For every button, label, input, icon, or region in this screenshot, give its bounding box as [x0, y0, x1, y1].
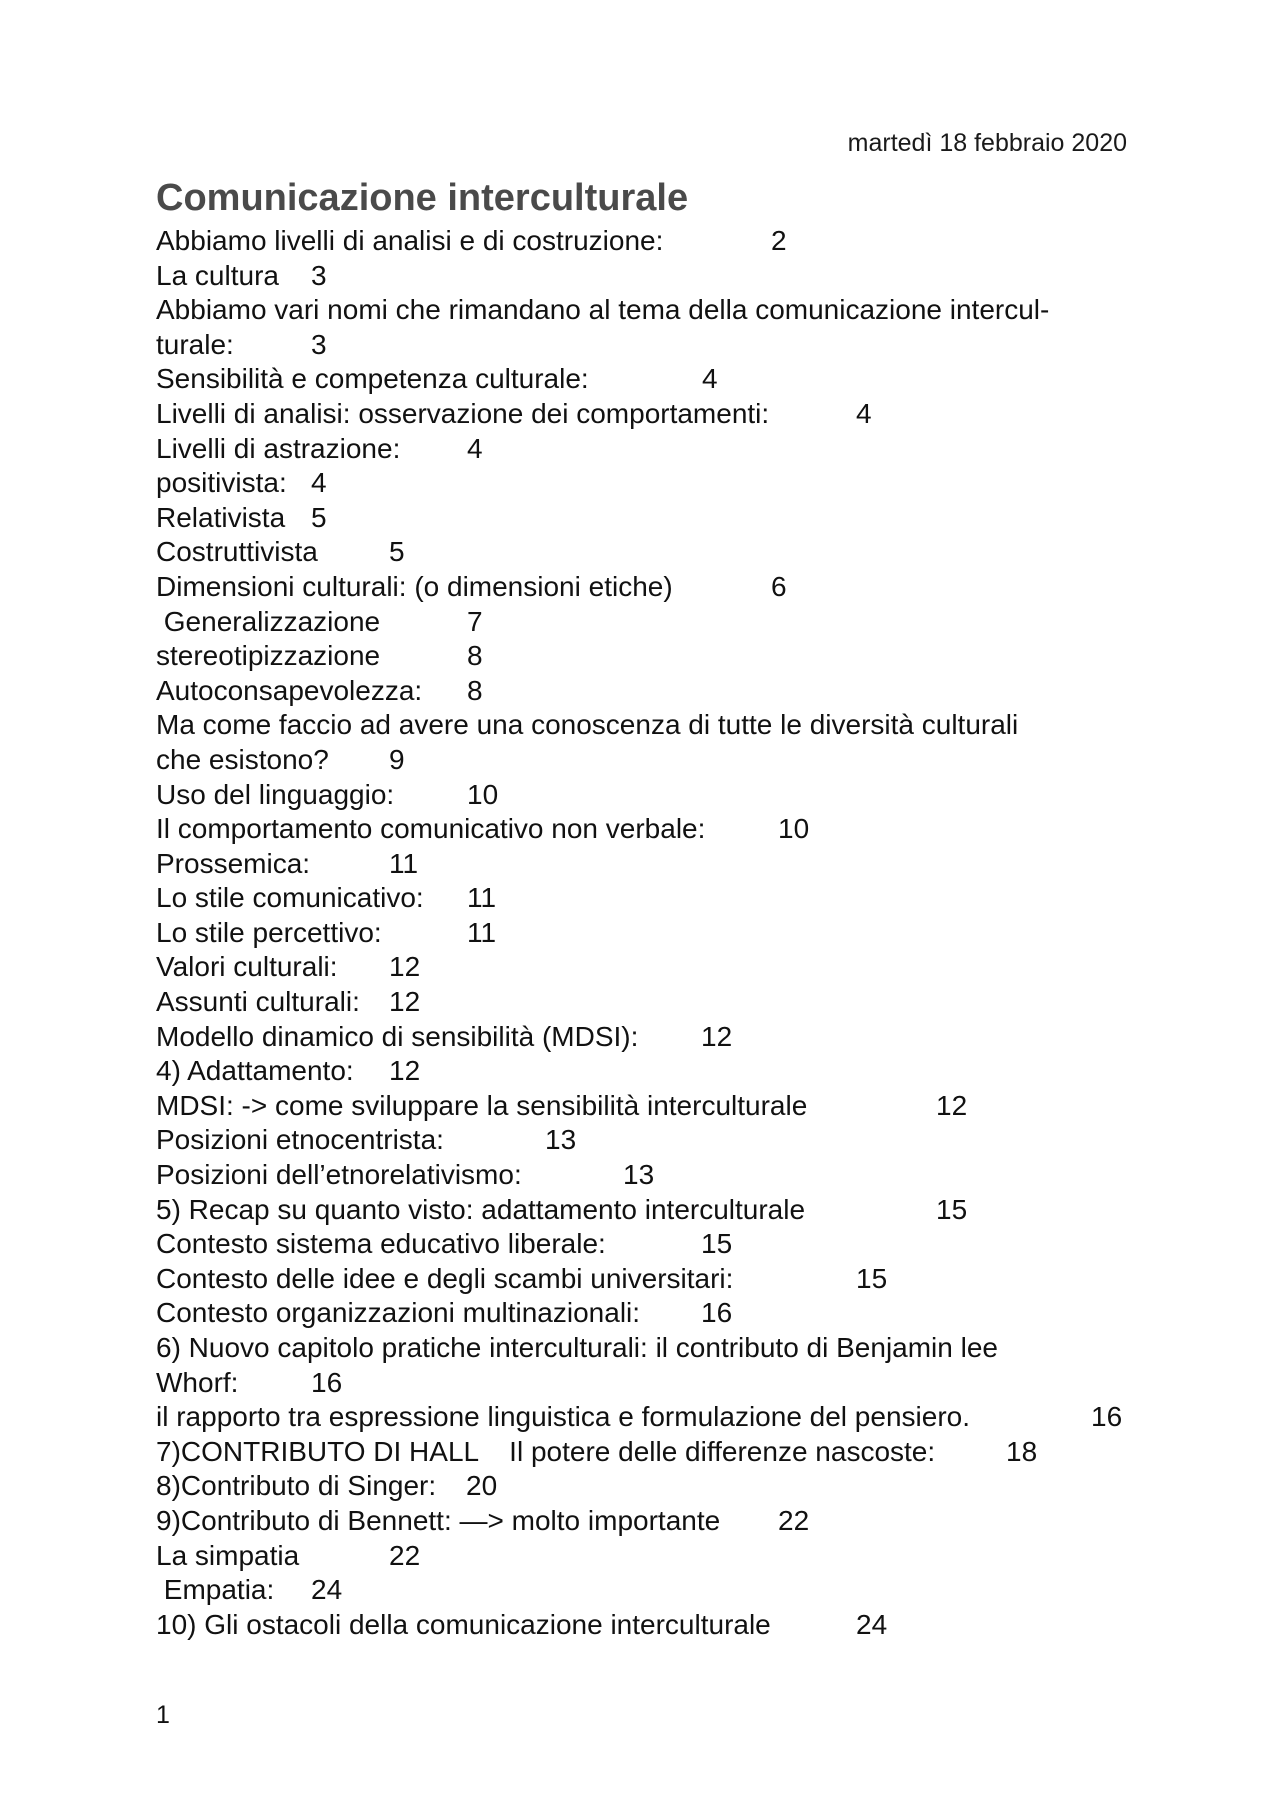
toc-entry — [156, 778, 1136, 813]
toc-entry-page: 24 — [311, 1574, 343, 1606]
toc-entry — [156, 1123, 1136, 1158]
toc-entry — [156, 1054, 1136, 1089]
toc-entry-page: 11 — [467, 882, 497, 914]
table-of-contents — [156, 224, 1136, 1642]
toc-entry-page: 4 — [702, 363, 718, 395]
toc-entry — [156, 1435, 1136, 1470]
toc-entry-text: Abbiamo vari nomi che rimandano al tema della comunicazione intercul- — [156, 294, 1050, 326]
toc-entry-text: 4) Adattamento: — [156, 1055, 354, 1087]
toc-entry-page: 12 — [389, 986, 421, 1018]
toc-entry-text: Abbiamo livelli di analisi e di costruzione: — [156, 225, 664, 256]
toc-entry — [156, 674, 1136, 709]
toc-entry-page: 10 — [778, 813, 810, 845]
toc-entry-text: Posizioni etnocentrista: — [156, 1124, 444, 1156]
toc-entry — [156, 916, 1136, 951]
toc-entry-text: Lo stile comunicativo: — [156, 882, 424, 914]
toc-entry-page: 13 — [545, 1124, 577, 1156]
toc-entry-page: 12 — [389, 1055, 421, 1087]
toc-entry-page: 22 — [778, 1504, 810, 1536]
toc-entry — [156, 259, 1136, 294]
toc-entry-text: 9)Contributo di Bennett: —> molto importante — [156, 1504, 721, 1536]
toc-entry-text: Prossemica: — [156, 847, 311, 879]
toc-entry-page: 24 — [856, 1608, 888, 1640]
toc-entry-page: 5 — [389, 536, 405, 568]
toc-entry-text: Generalizzazione — [156, 605, 381, 637]
toc-entry-page: 12 — [936, 1089, 968, 1121]
toc-entry — [156, 1331, 1136, 1366]
toc-entry-text: Assunti culturali: — [156, 986, 360, 1018]
toc-entry-page: 6 — [771, 570, 787, 602]
toc-entry — [156, 535, 1136, 570]
toc-entry — [156, 985, 1136, 1020]
toc-entry — [156, 1089, 1136, 1124]
toc-entry-text: il rapporto tra espressione linguistica e formulazione del pensiero. — [156, 1401, 970, 1433]
toc-entry — [156, 1366, 1136, 1401]
page-number: 1 — [156, 1701, 170, 1729]
toc-entry — [156, 1227, 1136, 1262]
toc-entry — [156, 1539, 1136, 1574]
toc-entry — [156, 1469, 1136, 1504]
toc-entry-page: 11 — [467, 916, 497, 948]
toc-entry-text: Contesto sistema educativo liberale: — [156, 1228, 606, 1260]
toc-entry-text: turale: — [156, 328, 234, 360]
toc-entry — [156, 639, 1136, 674]
toc-entry — [156, 1296, 1136, 1331]
toc-entry-text: Valori culturali: — [156, 951, 338, 983]
toc-entry-page: 4 — [856, 397, 872, 429]
document-title: Comunicazione interculturale — [156, 177, 689, 219]
toc-entry — [156, 881, 1136, 916]
toc-entry-text: Whorf: — [156, 1366, 239, 1398]
toc-entry-text: Autoconsapevolezza: — [156, 674, 423, 706]
toc-entry-text: 5) Recap su quanto visto: adattamento interculturale — [156, 1193, 806, 1225]
toc-entry-text: che esistono? — [156, 743, 329, 775]
toc-entry-text: Livelli di astrazione: — [156, 432, 401, 464]
toc-entry-page: 4 — [467, 432, 483, 464]
toc-entry-text: Sensibilità e competenza culturale: — [156, 363, 589, 395]
toc-entry-page: 15 — [701, 1228, 733, 1260]
toc-entry — [156, 847, 1136, 882]
toc-entry — [156, 328, 1136, 363]
toc-entry — [156, 293, 1136, 328]
toc-entry-text: La simpatia — [156, 1539, 300, 1571]
toc-entry-page: 7 — [467, 605, 483, 637]
toc-entry — [156, 466, 1136, 501]
toc-entry — [156, 1020, 1136, 1055]
toc-entry — [156, 1400, 1136, 1435]
toc-entry — [156, 950, 1136, 985]
toc-entry-text: Posizioni dell’etnorelativismo: — [156, 1159, 522, 1191]
toc-entry — [156, 1262, 1136, 1297]
toc-entry-page: 4 — [311, 467, 327, 499]
toc-entry-text: Contesto delle idee e degli scambi universitari: — [156, 1262, 734, 1294]
toc-entry-text: 6) Nuovo capitolo pratiche interculturali: il contributo di Benjamin lee — [156, 1332, 998, 1363]
toc-entry-page: 18 — [1006, 1435, 1038, 1467]
toc-entry — [156, 570, 1136, 605]
toc-entry-text: 7)CONTRIBUTO DI HALL Il potere delle differenze nascoste: — [156, 1435, 936, 1467]
toc-entry-page: 16 — [1091, 1401, 1123, 1433]
toc-entry-page: 9 — [389, 743, 405, 775]
toc-entry — [156, 812, 1136, 847]
toc-entry-text: Contesto organizzazioni multinazionali: — [156, 1297, 641, 1329]
toc-entry-page: 3 — [311, 259, 327, 291]
toc-entry-text: Empatia: — [156, 1574, 275, 1606]
toc-entry-text: Uso del linguaggio: — [156, 778, 395, 810]
toc-entry-page: 3 — [311, 328, 327, 360]
toc-entry-text: Lo stile percettivo: — [156, 916, 382, 948]
toc-entry-page: 10 — [467, 778, 499, 810]
toc-entry — [156, 708, 1136, 743]
toc-entry — [156, 1504, 1136, 1539]
toc-entry-page: 16 — [701, 1297, 733, 1329]
toc-entry-page: 16 — [311, 1366, 343, 1398]
toc-entry — [156, 1608, 1136, 1643]
toc-entry-page: 20 — [466, 1470, 498, 1502]
toc-entry — [156, 224, 1136, 259]
toc-entry-text: Relativista — [156, 501, 286, 533]
toc-entry — [156, 1193, 1136, 1228]
toc-entry-text: Dimensioni culturali: (o dimensioni etiche) — [156, 570, 673, 602]
toc-entry-page: 12 — [701, 1020, 733, 1052]
toc-entry — [156, 605, 1136, 640]
toc-entry-page: 15 — [856, 1262, 888, 1294]
toc-entry-page: 5 — [311, 501, 327, 533]
toc-entry-text: 8)Contributo di Singer: — [156, 1470, 437, 1502]
toc-entry — [156, 397, 1136, 432]
toc-entry-text: Modello dinamico di sensibilità (MDSI): — [156, 1020, 639, 1052]
document-date: martedì 18 febbraio 2020 — [847, 129, 1127, 157]
toc-entry-page: 2 — [771, 225, 787, 256]
toc-entry — [156, 362, 1136, 397]
toc-entry-page: 11 — [389, 847, 419, 879]
toc-entry-page: 12 — [389, 951, 421, 983]
toc-entry-text: positivista: — [156, 467, 287, 499]
toc-entry-text: 10) Gli ostacoli della comunicazione interculturale — [156, 1608, 771, 1640]
toc-entry-page: 8 — [467, 674, 483, 706]
toc-entry-text: Costruttivista — [156, 536, 318, 568]
toc-entry-text: La cultura — [156, 259, 279, 291]
toc-entry-page: 13 — [623, 1159, 655, 1191]
toc-entry-page: 15 — [936, 1193, 968, 1225]
toc-entry — [156, 501, 1136, 536]
toc-entry — [156, 1573, 1136, 1608]
toc-entry — [156, 1158, 1136, 1193]
toc-entry-page: 22 — [389, 1539, 421, 1571]
toc-entry-text: MDSI: -> come sviluppare la sensibilità interculturale — [156, 1089, 808, 1121]
toc-entry-text: stereotipizzazione — [156, 640, 381, 672]
toc-entry — [156, 743, 1136, 778]
toc-entry-page: 8 — [467, 640, 483, 672]
toc-entry-text: Livelli di analisi: osservazione dei comportamenti: — [156, 397, 770, 429]
toc-entry-text: Il comportamento comunicativo non verbale: — [156, 813, 706, 845]
toc-entry-text: Ma come faccio ad avere una conoscenza di tutte le diversità culturali — [156, 709, 1019, 741]
toc-entry — [156, 432, 1136, 467]
